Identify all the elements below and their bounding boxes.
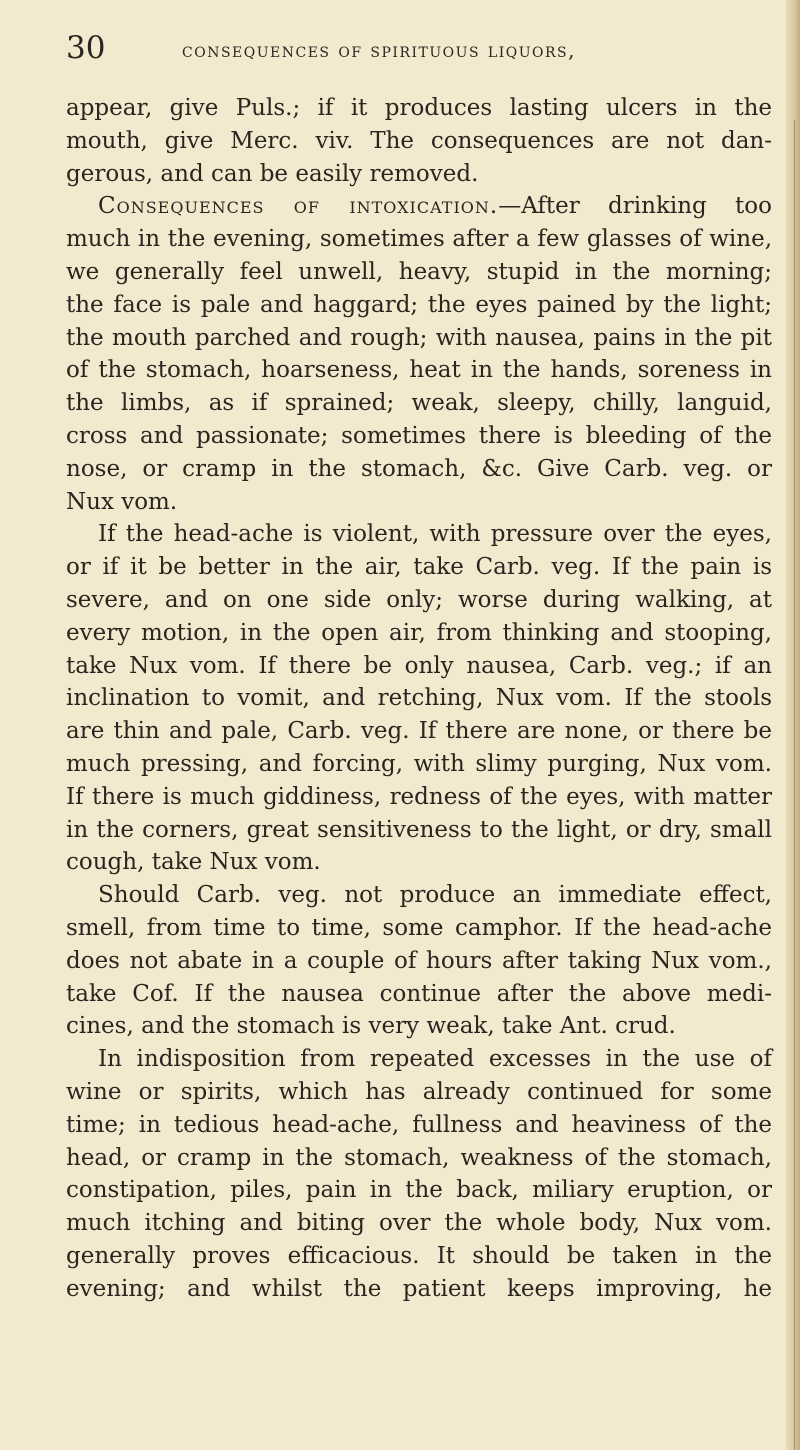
text-line	[66, 682, 772, 715]
text-line	[66, 1109, 772, 1142]
line-text: cross and passionate; sometimes there is bleeding of the	[66, 422, 772, 449]
text-line	[66, 223, 772, 256]
line-text: take Cof. If the nausea continue after the above medi-	[66, 980, 772, 1007]
text-line	[66, 1240, 772, 1273]
line-text: —After drinking too	[498, 193, 772, 220]
line-text: Should Carb. veg. not produce an immediate effect,	[98, 882, 772, 909]
line-text: the mouth parched and rough; with nausea, pains in the pit	[66, 324, 772, 351]
text-line	[66, 190, 772, 223]
text-line	[66, 322, 772, 355]
text-line	[66, 354, 772, 387]
text-line	[66, 289, 772, 322]
text-line	[66, 978, 772, 1011]
line-text: we generally feel unwell, heavy, stupid in the morning;	[66, 258, 772, 285]
text-line	[66, 584, 772, 617]
text-line	[66, 912, 772, 945]
line-text: does not abate in a couple of hours after taking Nux vom.,	[66, 947, 772, 974]
line-text: Nux vom.	[66, 488, 178, 515]
text-line	[66, 453, 772, 486]
line-text: much in the evening, sometimes after a few glasses of wine,	[66, 226, 772, 253]
line-text: or if it be better in the air, take Carb. veg. If the pain is	[66, 554, 772, 581]
page-header	[66, 30, 766, 70]
text-line	[66, 1273, 772, 1306]
line-text: nose, or cramp in the stomach, &c. Give Carb. veg. or	[66, 455, 772, 482]
line-text: appear, give Puls.; if it produces lasting ulcers in the	[66, 95, 772, 121]
line-text: mouth, give Merc. viv. The consequences are not dan-	[66, 127, 772, 154]
text-line	[66, 1010, 772, 1043]
line-text: severe, and on one side only; worse during walking, at	[66, 586, 772, 613]
text-line	[66, 748, 772, 781]
body-text	[66, 92, 772, 1305]
text-line	[66, 518, 772, 551]
line-text: inclination to vomit, and retching, Nux vom. If the stools	[66, 685, 772, 712]
text-line	[66, 551, 772, 584]
line-text: in the corners, great sensitiveness to the light, or dry, small	[66, 816, 772, 843]
line-text: much pressing, and forcing, with slimy purging, Nux vom.	[66, 750, 772, 777]
text-line	[66, 486, 772, 519]
line-text: take Nux vom. If there be only nausea, Carb. veg.; if an	[66, 652, 772, 679]
text-line	[66, 158, 772, 191]
text-line	[66, 387, 772, 420]
line-text: wine or spirits, which has already continued for some	[66, 1078, 772, 1105]
text-line	[66, 92, 772, 125]
text-line	[66, 256, 772, 289]
text-line	[66, 1142, 772, 1175]
page-edge-shadow	[786, 0, 800, 1450]
text-line	[66, 814, 772, 847]
running-head: consequences of spirituous liquors,	[182, 38, 576, 62]
text-line	[66, 781, 772, 814]
line-text: In indisposition from repeated excesses in the use of	[98, 1046, 772, 1073]
page-edge-line	[794, 120, 795, 1450]
line-text: generally proves efficacious. It should be taken in the	[66, 1242, 772, 1269]
line-text: are thin and pale, Carb. veg. If there are none, or there be	[66, 718, 772, 745]
text-line	[66, 846, 772, 879]
text-line	[66, 125, 772, 158]
text-line	[66, 1043, 772, 1076]
text-line	[66, 420, 772, 453]
line-text: much itching and biting over the whole body, Nux vom.	[66, 1210, 772, 1237]
text-line	[66, 1076, 772, 1109]
text-line	[66, 617, 772, 650]
text-line	[66, 945, 772, 978]
line-text: time; in tedious head-ache, fullness and heaviness of the	[66, 1111, 772, 1138]
section-heading: Consequences of intoxication.	[98, 193, 499, 220]
line-text: head, or cramp in the stomach, weakness of the stomach,	[66, 1144, 772, 1171]
line-text: evening; and whilst the patient keeps improving, he	[66, 1275, 772, 1302]
line-text: the limbs, as if sprained; weak, sleepy, chilly, languid,	[66, 390, 772, 417]
text-line	[66, 1174, 772, 1207]
text-line	[66, 650, 772, 683]
line-text: If the head-ache is violent, with pressure over the eyes,	[98, 521, 772, 548]
text-line	[66, 879, 772, 912]
line-text: gerous, and can be easily removed.	[66, 160, 479, 187]
page-number: 30	[66, 30, 106, 66]
line-text: constipation, piles, pain in the back, miliary eruption, or	[66, 1177, 772, 1204]
line-text: smell, from time to time, some camphor. If the head-ache	[66, 914, 772, 941]
line-text: cines, and the stomach is very weak, take Ant. crud.	[66, 1013, 676, 1040]
line-text: of the stomach, hoarseness, heat in the hands, soreness in	[66, 357, 772, 384]
text-line	[66, 715, 772, 748]
line-text: every motion, in the open air, from thinking and stooping,	[66, 619, 772, 646]
line-text: cough, take Nux vom.	[66, 849, 321, 876]
text-line	[66, 1207, 772, 1240]
line-text: the face is pale and haggard; the eyes pained by the light;	[66, 291, 772, 318]
line-text: If there is much giddiness, redness of the eyes, with matter	[66, 783, 772, 810]
